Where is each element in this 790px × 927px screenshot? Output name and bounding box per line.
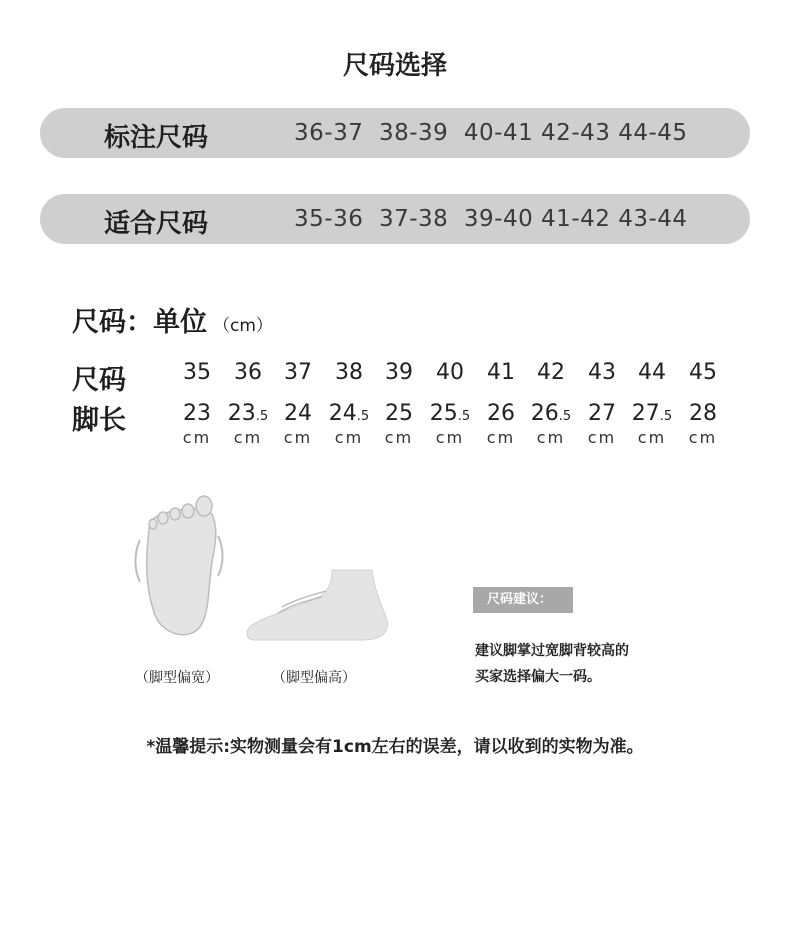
advice-line-1: 建议脚掌过宽脚背较高的 <box>475 643 629 659</box>
length-value: 27 <box>588 401 616 426</box>
length-value: 23 <box>227 401 256 426</box>
fit-size-values: 35-36 37-38 39-40 41-42 43-44 <box>294 206 688 232</box>
advice-line-2: 买家选择偏大一码。 <box>475 669 601 685</box>
size-cell: 37 <box>284 360 312 385</box>
length-value: 23 <box>183 401 211 426</box>
length-cell <box>172 401 222 426</box>
length-half: .5 <box>558 409 572 424</box>
length-value: 25 <box>429 401 458 426</box>
labeled-size-values: 36-37 38-39 40-41 42-43 44-45 <box>294 120 688 146</box>
length-value: 27 <box>631 401 660 426</box>
length-cell <box>627 401 677 426</box>
length-cell <box>678 401 728 426</box>
unit-heading <box>72 300 273 339</box>
unit-heading-unit: （cm） <box>213 316 273 336</box>
size-cell: 45 <box>689 360 717 385</box>
size-cell: 41 <box>487 360 515 385</box>
wide-foot-illustration <box>128 492 238 652</box>
length-unit: cm <box>688 428 718 447</box>
length-cell <box>223 401 273 426</box>
size-cell: 38 <box>335 360 363 385</box>
length-value: 28 <box>689 401 717 426</box>
length-unit: cm <box>384 428 414 447</box>
size-cell: 42 <box>537 360 565 385</box>
toe-2 <box>182 504 194 518</box>
length-unit: cm <box>435 428 465 447</box>
length-value: 24 <box>284 401 312 426</box>
length-value: 26 <box>487 401 515 426</box>
unit-heading-label: 尺码：单位 <box>72 307 207 338</box>
length-cell <box>526 401 576 426</box>
toe-3 <box>170 508 180 520</box>
length-half: .5 <box>659 409 673 424</box>
length-cell <box>324 401 374 426</box>
size-cell: 40 <box>436 360 464 385</box>
wide-foot-caption: （脚型偏宽） <box>135 670 219 686</box>
big-toe <box>196 496 212 516</box>
fit-size-row <box>40 194 750 244</box>
toe-4 <box>158 512 168 524</box>
length-unit: cm <box>587 428 617 447</box>
length-cell <box>425 401 475 426</box>
size-cell: 36 <box>234 360 262 385</box>
length-cell <box>273 401 323 426</box>
labeled-size-row <box>40 108 750 158</box>
toe-5 <box>149 519 157 529</box>
labeled-size-label: 标注尺码 <box>104 123 209 153</box>
length-value: 24 <box>328 401 357 426</box>
length-unit: cm <box>283 428 313 447</box>
length-unit: cm <box>233 428 263 447</box>
size-row-label: 尺码 <box>72 365 126 396</box>
width-mark-right <box>218 536 223 576</box>
advice-badge: 尺码建议： <box>473 587 573 613</box>
length-cell <box>374 401 424 426</box>
high-foot-caption: （脚型偏高） <box>272 670 356 686</box>
page-title: 尺码选择 <box>342 51 447 81</box>
length-cell <box>577 401 627 426</box>
measurement-note: *温馨提示:实物测量会有1cm左右的误差，请以收到的实物为准。 <box>146 737 644 757</box>
length-unit: cm <box>637 428 667 447</box>
size-cell: 35 <box>183 360 211 385</box>
fit-size-label: 适合尺码 <box>104 209 209 239</box>
high-foot-shape <box>247 570 388 640</box>
length-row-label: 脚长 <box>72 405 126 436</box>
length-half: .5 <box>457 409 471 424</box>
length-unit: cm <box>182 428 212 447</box>
length-value: 26 <box>530 401 559 426</box>
wide-foot-shape <box>147 509 216 635</box>
length-cell <box>476 401 526 426</box>
length-unit: cm <box>486 428 516 447</box>
length-half: .5 <box>356 409 370 424</box>
length-half: .5 <box>255 409 269 424</box>
length-unit: cm <box>334 428 364 447</box>
length-unit: cm <box>536 428 566 447</box>
size-cell: 39 <box>385 360 413 385</box>
length-value: 25 <box>385 401 413 426</box>
size-cell: 43 <box>588 360 616 385</box>
width-mark-left <box>136 540 141 582</box>
high-foot-illustration <box>242 565 392 645</box>
size-cell: 44 <box>638 360 666 385</box>
